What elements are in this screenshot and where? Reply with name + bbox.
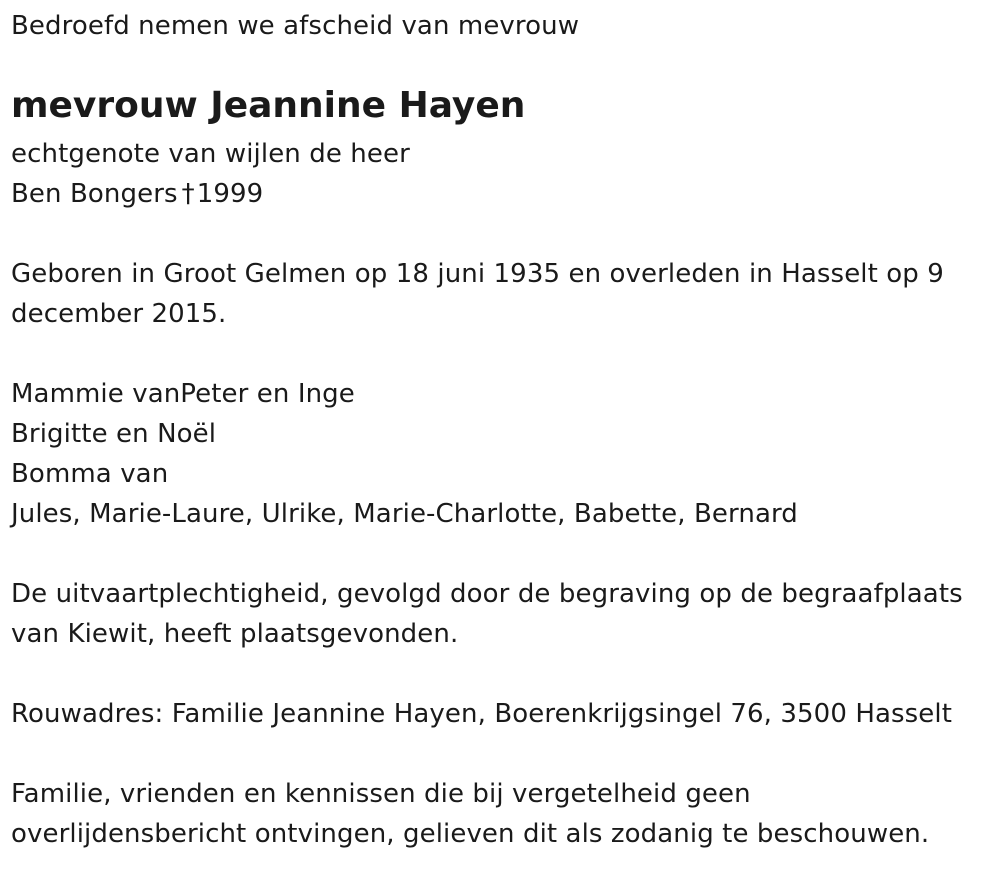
spouse-line: echtgenote van wijlen de heer <box>11 139 410 169</box>
family-line-3: Bomma van <box>11 459 169 489</box>
cross-icon: † <box>181 179 195 209</box>
funeral-line-2: van Kiewit, heeft plaatsgevonden. <box>11 619 459 649</box>
birth-death-line-1: Geboren in Groot Gelmen op 18 juni 1935 en overleden in Hasselt op 9 <box>11 259 944 289</box>
spouse-block <box>11 134 410 214</box>
deceased-name: mevrouw Jeannine Hayen <box>11 85 526 126</box>
closing-line-2: overlijdensbericht ontvingen, gelieven dit als zodanig te beschouwen. <box>11 819 930 849</box>
grandchildren-line: Jules, Marie-Laure, Ulrike, Marie-Charlotte, Babette, Bernard <box>11 499 798 529</box>
mourning-address: Rouwadres: Familie Jeannine Hayen, Boerenkrijgsingel 76, 3500 Hasselt <box>11 699 953 729</box>
intro-text: Bedroefd nemen we afscheid van mevrouw <box>11 11 580 41</box>
birth-death-line-2: december 2015. <box>11 299 227 329</box>
closing-block <box>11 774 929 854</box>
funeral-line-1: De uitvaartplechtigheid, gevolgd door de begraving op de begraafplaats <box>11 579 963 609</box>
family-line-2: Brigitte en Noël <box>11 419 217 449</box>
address-block <box>11 694 952 734</box>
family-block <box>11 374 798 534</box>
spouse-name: Ben Bongers <box>11 179 178 209</box>
funeral-block <box>11 574 963 654</box>
spouse-death-year: 1999 <box>196 179 264 209</box>
closing-line-1: Familie, vrienden en kennissen die bij vergetelheid geen <box>11 779 751 809</box>
family-line-1: Mammie vanPeter en Inge <box>11 379 355 409</box>
birth-death-block <box>11 254 944 334</box>
spouse-name-line <box>11 174 410 214</box>
